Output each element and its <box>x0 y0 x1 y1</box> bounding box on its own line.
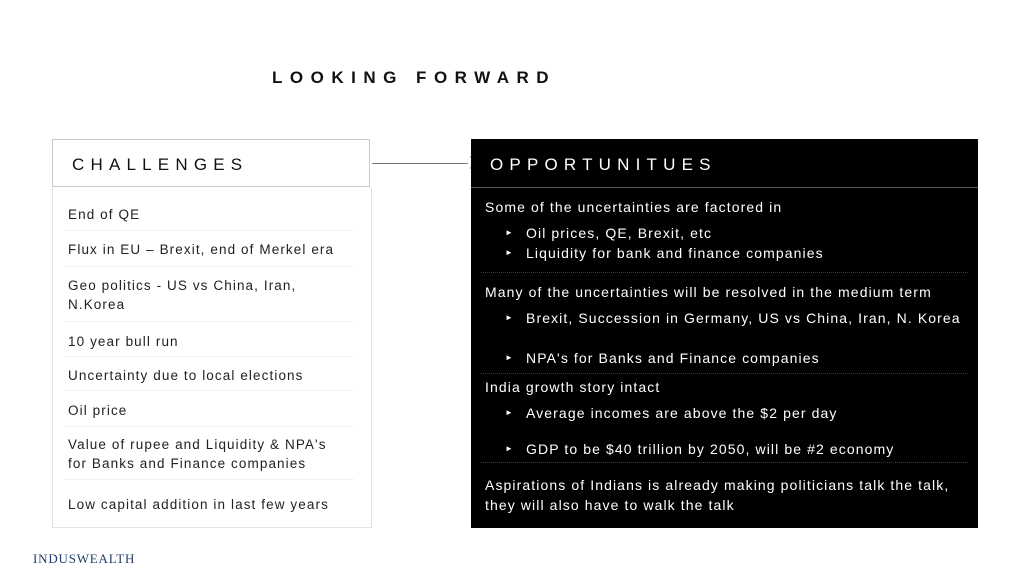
opportunity-subpoint <box>505 403 966 423</box>
challenges-header-box <box>52 139 370 187</box>
challenge-item: Value of rupee and Liquidity & NPA's for Banks and Finance companies <box>68 437 327 471</box>
challenge-item: 10 year bull run <box>68 334 179 349</box>
opportunity-subpoint-text: Oil prices, QE, Brexit, etc <box>526 225 713 241</box>
opportunity-divider <box>481 373 968 374</box>
opportunity-divider <box>481 272 968 273</box>
challenges-heading: CHALLENGES <box>72 155 249 174</box>
challenge-item: Low capital addition in last few years <box>68 497 329 512</box>
opportunity-subpoint <box>505 308 966 328</box>
challenge-divider <box>65 426 353 427</box>
challenge-divider <box>65 321 353 322</box>
opportunities-header-divider <box>471 187 978 188</box>
opportunity-subpoint <box>505 223 966 243</box>
challenge-divider <box>65 390 353 391</box>
connector-arrow-line <box>372 163 468 164</box>
bullet-triangle-icon: ► <box>505 248 515 257</box>
bullet-triangle-icon: ► <box>505 444 515 453</box>
opportunity-subpoint-text: Liquidity for bank and finance companies <box>526 245 824 261</box>
opportunity-divider <box>481 462 968 463</box>
opportunity-point: India growth story intact <box>485 379 661 395</box>
opportunity-subpoint <box>505 348 966 368</box>
challenge-divider <box>65 356 353 357</box>
opportunity-subpoint-text: NPA's for Banks and Finance companies <box>526 350 820 366</box>
opportunities-heading: OPPORTUNITUES <box>490 155 717 174</box>
challenge-item: Oil price <box>68 403 128 418</box>
challenge-item: Uncertainty due to local elections <box>68 368 304 383</box>
opportunity-point: Some of the uncertainties are factored in <box>485 199 783 215</box>
challenge-item: Geo politics - US vs China, Iran, N.Korea <box>68 278 297 312</box>
bullet-triangle-icon: ► <box>505 228 515 237</box>
opportunity-subpoint-text: Brexit, Succession in Germany, US vs China, Iran, N. Korea <box>526 310 961 326</box>
challenge-divider <box>65 479 353 480</box>
opportunities-panel <box>471 139 978 528</box>
challenge-divider <box>65 230 353 231</box>
bullet-triangle-icon: ► <box>505 353 515 362</box>
opportunity-point: Aspirations of Indians is already making politicians talk the talk, they will also have to walk the talk <box>485 477 950 513</box>
challenge-item: End of QE <box>68 207 141 222</box>
challenge-divider <box>65 266 353 267</box>
challenges-list <box>52 188 372 528</box>
opportunity-subpoint <box>505 439 966 459</box>
opportunity-point: Many of the uncertainties will be resolved in the medium term <box>485 284 932 300</box>
induswealth-logo: INDUSWEALTH <box>33 551 136 566</box>
opportunity-subpoint <box>505 243 966 263</box>
page-title: LOOKING FORWARD <box>272 68 557 87</box>
challenge-item: Flux in EU – Brexit, end of Merkel era <box>68 242 335 257</box>
opportunity-subpoint-text: GDP to be $40 trillion by 2050, will be #2 economy <box>526 441 895 457</box>
opportunity-subpoint-text: Average incomes are above the $2 per day <box>526 405 838 421</box>
bullet-triangle-icon: ► <box>505 408 515 417</box>
bullet-triangle-icon: ► <box>505 313 515 322</box>
